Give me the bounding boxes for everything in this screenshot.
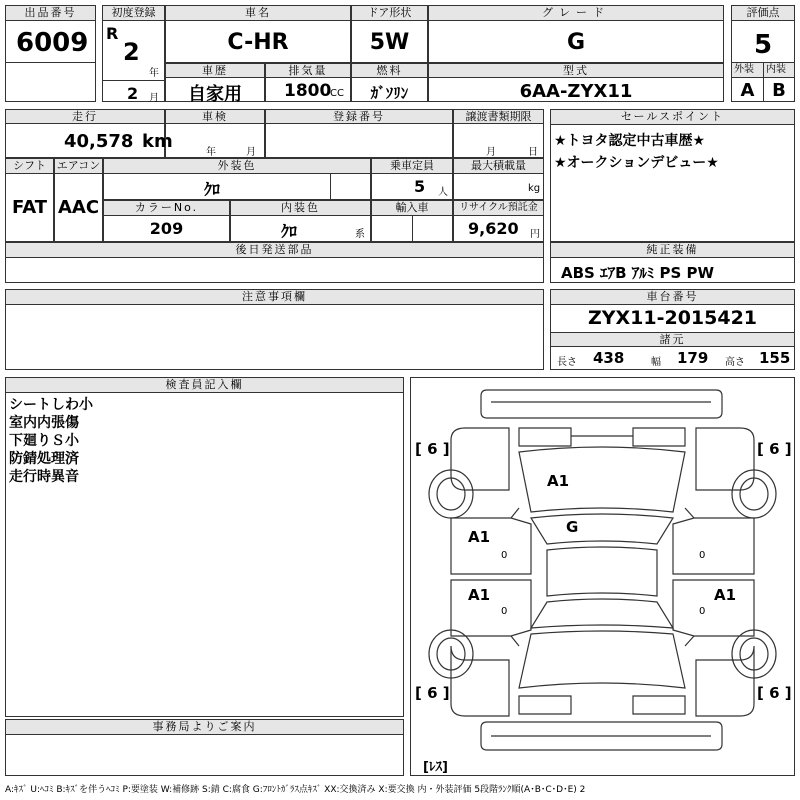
aircon-label: エアコン: [56, 159, 101, 172]
first-registration-label: 初度登録: [103, 6, 164, 21]
month-unit: 月: [149, 93, 159, 104]
chassis-number: ZYX11-2015421: [587, 307, 758, 329]
grade-label: グレード: [429, 6, 723, 21]
recycle-fee: 9,620: [468, 219, 519, 238]
notes-label: 注意事項欄: [6, 290, 543, 305]
shift: FAT: [11, 197, 48, 218]
grade: G: [566, 30, 586, 55]
recycle-box: [453, 200, 544, 242]
transfer-day-unit: 日: [528, 147, 538, 158]
rear-left-zero: 0: [501, 606, 508, 617]
score-label: 評価点: [732, 6, 794, 21]
car-name: C-HR: [227, 30, 289, 55]
model-label: 型式: [429, 64, 723, 78]
sales-point-1: ★トヨタ認定中古車歴★: [554, 133, 706, 149]
exterior-color-box: [103, 158, 371, 200]
model-box: [428, 63, 724, 102]
transfer-deadline-box: [453, 109, 544, 158]
aircon: AAC: [57, 197, 100, 218]
recycle-label: リサイクル預託金: [454, 201, 543, 216]
interior-color: ｸﾛ: [281, 222, 298, 241]
mileage-box: [5, 109, 173, 158]
displacement: 1800: [284, 81, 332, 101]
inspection-label: 車検: [166, 110, 264, 124]
fuel: ｶﾞｿﾘﾝ: [370, 84, 409, 102]
legend: A:ｷｽﾞ U:ﾍｺﾐ B:ｷｽﾞを伴うﾍｺﾐ P:要塗装 W:補修跡 S:錆 C:腐食 G:ﾌﾛﾝﾄｶﾞﾗｽ点ｷｽﾞ XX:交換済み X:要交換 内・外装評価 5段階ﾗﾝｸ順(A･B･C･D･E) 2: [5, 785, 586, 795]
interior-grade-label: 内装: [766, 64, 786, 75]
car-name-box: [165, 5, 351, 63]
chassis-label: 車台番号: [551, 290, 794, 305]
first-registration-month: 2: [127, 84, 139, 103]
registration-number-box: [265, 109, 453, 158]
mileage-unit: km: [142, 131, 173, 152]
front-left-door-mark: A1: [468, 528, 491, 546]
kei-unit: 系: [355, 229, 365, 240]
later-parts-box: [5, 242, 544, 283]
max-load-box: [453, 158, 544, 200]
hood-mark: A1: [547, 472, 570, 490]
color-number-box: [103, 200, 230, 242]
mileage: 40,578: [64, 131, 134, 152]
damage-diagram: [410, 377, 795, 776]
later-parts-label: 後日発送部品: [6, 243, 543, 258]
fuel-label: 燃料: [352, 64, 427, 78]
inspector-label: 検査員記入欄: [6, 378, 403, 393]
spare-tire-mark: [ﾚｽ]: [423, 760, 448, 775]
tire-rear-right: [ 6 ]: [757, 684, 792, 702]
width-label: 幅: [651, 357, 661, 368]
transfer-month-unit: 月: [486, 147, 496, 158]
sales-point-2: ★オークションデビュー★: [554, 155, 719, 171]
inspection-box: [165, 109, 265, 158]
door-type: 5W: [369, 30, 410, 55]
import-box: [371, 200, 453, 242]
tire-front-right: [ 6 ]: [757, 440, 792, 458]
lot-number: 6009: [16, 28, 89, 58]
chassis-box: [550, 289, 795, 370]
year-unit: 年: [149, 68, 159, 79]
score-box: [731, 5, 795, 102]
capacity-label: 乗車定員: [372, 159, 452, 174]
lot-number-label: 出品番号: [6, 6, 95, 21]
tire-rear-left: [ 6 ]: [415, 684, 450, 702]
exterior-grade: A: [740, 80, 755, 101]
displacement-label: 排気量: [266, 64, 350, 78]
car-diagram-outline: [411, 378, 794, 775]
cc-unit: CC: [330, 88, 344, 99]
model: 6AA-ZYX11: [519, 81, 633, 102]
first-registration-year: 2: [123, 38, 140, 66]
length-label: 長さ: [557, 357, 577, 368]
inspector-note-4: 防錆処理済: [9, 451, 79, 467]
inspector-note-3: 下廻りＳ小: [9, 433, 79, 449]
office-box: [5, 719, 404, 776]
mileage-label: 走行: [6, 110, 164, 124]
exterior-color: ｸﾛ: [204, 180, 221, 199]
capacity: 5: [414, 177, 426, 196]
max-load-label: 最大積載量: [454, 159, 543, 174]
color-number: 209: [149, 219, 184, 238]
era-label: R: [106, 24, 119, 43]
kg-unit: kg: [528, 183, 541, 194]
capacity-box: [371, 158, 453, 200]
inspector-note-5: 走行時異音: [9, 469, 79, 485]
front-left-zero: 0: [501, 550, 508, 561]
interior-color-label: 内装色: [231, 201, 370, 216]
inspection-month-unit: 月: [246, 147, 256, 158]
notes-box: [5, 289, 544, 370]
person-unit: 人: [438, 187, 448, 198]
inspector-note-1: シートしわ小: [9, 397, 93, 413]
shift-box: [5, 158, 54, 242]
car-name-label: 車名: [166, 6, 350, 21]
transfer-deadline-label: 譲渡書類期限: [454, 110, 543, 124]
office-label: 事務局よりご案内: [6, 720, 403, 735]
length: 438: [593, 349, 625, 367]
shift-label: シフト: [6, 159, 53, 174]
door-label: ドア形状: [352, 6, 427, 21]
score: 5: [753, 30, 773, 60]
lot-number-box: [5, 5, 96, 102]
equipment-box: [550, 242, 795, 283]
history-label: 車歴: [166, 64, 264, 78]
registration-number-label: 登録番号: [266, 110, 452, 124]
sales-point-label: セールスポイント: [551, 110, 794, 125]
fuel-box: [351, 63, 428, 102]
inspector-note-2: 室内内張傷: [9, 415, 79, 431]
roof-mark: G: [566, 518, 579, 536]
width: 179: [677, 349, 709, 367]
exterior-grade-label: 外装: [734, 64, 754, 75]
sales-point-box: [550, 109, 795, 242]
door-box: [351, 5, 428, 63]
front-right-zero: 0: [699, 550, 706, 561]
equipment-label: 純正装備: [551, 243, 794, 258]
height: 155: [759, 349, 791, 367]
rear-right-door-mark: A1: [714, 586, 737, 604]
equipment: ABS ｴｱB ｱﾙﾐ PS PW: [561, 264, 715, 282]
tire-front-left: [ 6 ]: [415, 440, 450, 458]
aircon-box: [54, 158, 103, 242]
history: 自家用: [188, 84, 242, 105]
color-number-label: カラーNo.: [104, 201, 229, 216]
grade-box: [428, 5, 724, 63]
rear-right-zero: 0: [699, 606, 706, 617]
yen-unit: 円: [530, 229, 540, 240]
first-registration-box: [102, 5, 165, 102]
inspector-box: [5, 377, 404, 717]
height-label: 高さ: [725, 357, 745, 368]
specs-label: 諸元: [551, 332, 794, 347]
interior-color-box: [230, 200, 371, 242]
interior-grade: B: [772, 80, 786, 101]
inspection-year-unit: 年: [206, 147, 216, 158]
exterior-color-label: 外装色: [104, 159, 370, 174]
rear-left-door-mark: A1: [468, 586, 491, 604]
import-label: 輸入車: [372, 201, 452, 216]
displacement-box: [265, 63, 351, 102]
history-box: [165, 63, 265, 105]
